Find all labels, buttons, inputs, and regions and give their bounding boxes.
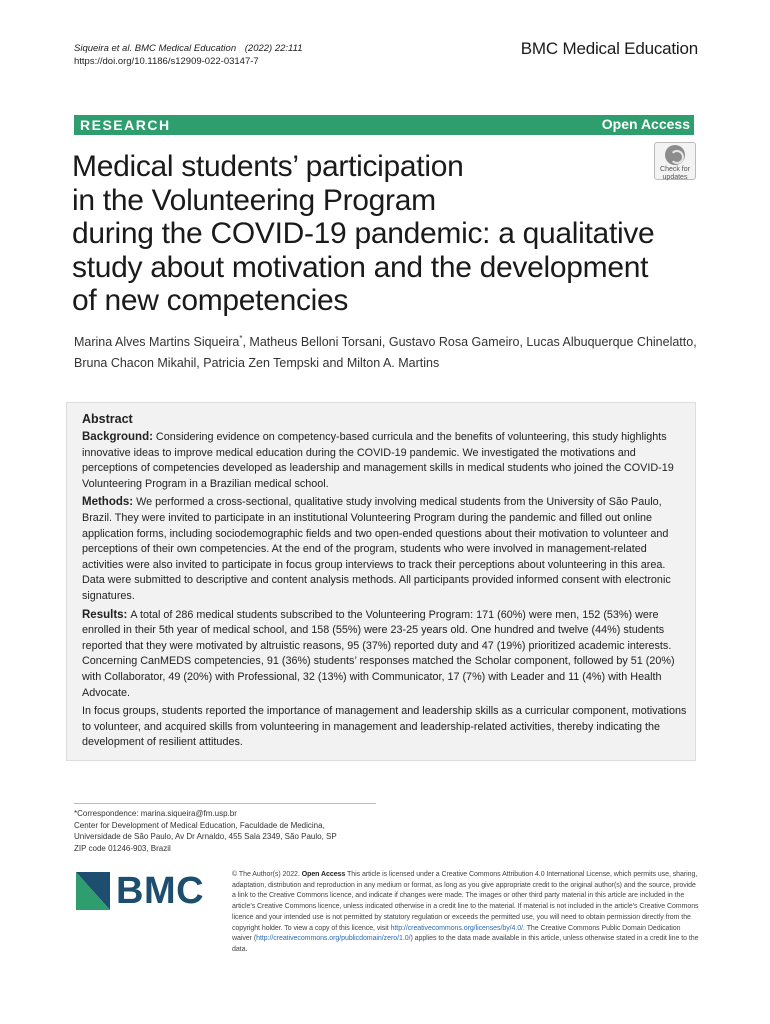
authors-short: Siqueira et al. BMC Medical Education [74,43,237,54]
corresponding-marker: * [239,334,243,343]
license-open-access: Open Access [301,871,346,878]
title-line: of new competencies [72,284,349,317]
license-statement: © The Author(s) 2022. Open Access This article is licensed under a Creative Commons Attribution 4.0 International License, which permits use, sharing, adaptation, distribution and reproduction in any medium or format, as long as you give appropriate credit to the original author(s) and the source, provide a link to the Creative Commons licence, and indicate if changes were made. The images or other third party material in this article are included in the article’s Creative Commons licence, unless indicated otherwise in a credit line to the material. If material is not included in the article’s Creative Commons licence and your intended use is not permitted by statutory regulation or exceeds the permitted use, you will need to obtain permission directly from the copyright holder. To view a copy of this licence, visit http://creativecommons.org/licenses/by/4.0/. The Creative Commons Public Domain Dedication waiver (http://creativecommons.org/publicdomain/zero/1.0/) applies to the data made available in this article, unless otherwise stated in a credit line to the data. [232,871,699,953]
check-updates-text: Check for updates [660,166,690,181]
article-type-band [74,115,694,135]
abstract-focus-groups: In focus groups, students reported the importance of management and leadership skills as a curricular component, motivations to volunteer, and acquired skills from volunteering in management and leadership-related activities, thereby indicating the development of resilient attitudes. [82,705,687,749]
abstract-heading: Abstract [82,412,133,426]
year-volume: (2022) 22:111 [244,43,303,54]
author-list [74,328,704,374]
correspondence-address: ZIP code 01246-903, Brazil [74,843,171,853]
correspondence-email[interactable]: *Correspondence: marina.siqueira@fm.usp.br [74,809,237,818]
abstract-results: Results: A total of 286 medical students subscribed to the Volunteering Program: 171 (60%) were men, 152 (53%) were enrolled in their 5th year of medical school, and 158 (55%) were 23-25 years old. One hundred and twelve (44%) students reported that they were motivated by altruistic reasons, 95 (37%) reported duty and 47 (19%) prioritized academic interests. Concerning CanMEDS competencies, 91 (36%) students’ responses matched the Scholar component, followed by 51 (20%) with Collaborator, 49 (20%) with Professional, 32 (13%) with Communicator, 17 (7%) with Leader and 11 (4%) with Health Advocate. [82,608,675,699]
footnote-divider [74,803,376,804]
title-line: study about motivation and the development [72,250,649,284]
license-link-cc-zero[interactable]: http://creativecommons.org/publicdomain/zero/1.0/ [256,935,411,943]
co-authors-line2: Bruna Chacon Mikahil, Patricia Zen Tempski and Milton A. Martins [74,356,440,371]
title-line: Medical students’ participation [72,150,464,183]
license-link-cc-by[interactable]: http://creativecommons.org/licenses/by/4.0/ [390,924,524,932]
correspondence-note [74,808,374,854]
abstract-methods: Methods: We performed a cross-sectional, qualitative study involving medical students from the University of São Paulo, Brazil. They were invited to participate in an institutional Volunteering Program during the pandemic and filled out online application forms, including sociodemographic fields and two open-ended questions about their motivation to volunteer and perceptions of their own competencies. At the end of the program, students who were involved in management-related activities were also invited to participate in focus group interviews to track their perceptions about volunteering in this area. Data were submitted to descriptive and content analysis methods. All participants provided informed consent with electronic signatures. [82,496,671,602]
correspondence-address: Universidade de São Paulo, Av Dr Arnaldo, 455 Sala 2349, São Paulo, SP [74,832,337,841]
corresponding-author[interactable]: Marina Alves Martins Siqueira [74,335,240,350]
article-header-meta [74,42,309,68]
correspondence-address: Center for Development of Medical Education, Faculdade de Medicina, [74,820,325,830]
article-title [72,150,672,318]
journal-reference [74,42,309,55]
abstract-background: Background: Considering evidence on competency-based curricula and the benefits of volunteering, this study highlights innovative ideas to improve medical education during the COVID-19 pandemic. We investigated the motivations and perceptions of competencies developed as leadership and management skills in medical students who joined the COVID-19 Volunteering Program in a Brazilian medical school. [82,431,674,490]
journal-name: BMC Medical Education [520,39,698,58]
bmc-logo-mark-icon [76,872,110,910]
title-line: in the Volunteering Program [72,183,436,217]
abstract-box [66,402,696,761]
article-type-label: RESEARCH [80,117,171,133]
bmc-logo-text: BMC [116,870,205,912]
title-line: during the COVID-19 pandemic: a qualitative [72,217,655,250]
open-access-label: Open Access [601,116,690,132]
doi-link[interactable]: https://doi.org/10.1186/s12909-022-03147-7 [74,56,259,67]
bmc-logo [76,872,216,912]
co-authors: , Matheus Belloni Torsani, Gustavo Rosa Gameiro, Lucas Albuquerque Chinelatto, [242,335,697,350]
